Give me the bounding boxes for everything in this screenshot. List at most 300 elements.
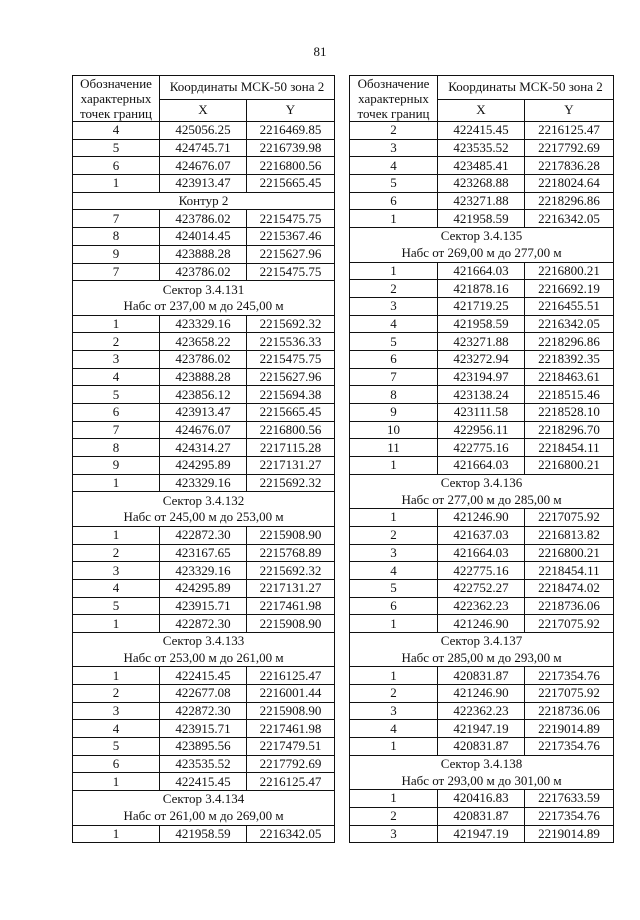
table-row (350, 192, 614, 210)
point-number-cell: 1 (73, 474, 160, 492)
point-number-cell: 4 (73, 122, 160, 140)
section-row (350, 755, 614, 772)
x-coordinate-cell: 421246.90 (438, 685, 525, 703)
y-coordinate-cell: 2216800.21 (525, 262, 614, 280)
point-header: Обозначение характерных точек границ (350, 76, 438, 122)
x-coordinate-cell: 420831.87 (438, 667, 525, 685)
point-number-cell: 1 (73, 175, 160, 193)
table-row (350, 457, 614, 475)
section-row (73, 298, 335, 315)
section-row (350, 474, 614, 491)
point-number-cell: 6 (350, 192, 438, 210)
y-coordinate-cell: 2218736.06 (525, 702, 614, 720)
point-number-cell: 10 (350, 421, 438, 439)
y-coordinate-cell: 2215908.90 (247, 702, 335, 720)
point-number-cell: 4 (73, 579, 160, 597)
section-subtitle: Набс от 261,00 м до 269,00 м (73, 808, 335, 825)
x-coordinate-cell: 421637.03 (438, 526, 525, 544)
x-coordinate-cell: 424014.45 (160, 228, 247, 246)
point-number-cell: 2 (73, 544, 160, 562)
x-coordinate-cell: 421947.19 (438, 825, 525, 843)
y-coordinate-cell: 2218296.70 (525, 421, 614, 439)
table-row (350, 280, 614, 298)
table-row (73, 245, 335, 263)
table-row (73, 685, 335, 703)
point-number-cell: 4 (73, 368, 160, 386)
point-number-cell: 4 (350, 562, 438, 580)
table-row (73, 386, 335, 404)
table-row (73, 773, 335, 791)
section-subtitle: Набс от 277,00 м до 285,00 м (350, 491, 614, 508)
x-coordinate-cell: 422775.16 (438, 562, 525, 580)
y-coordinate-cell: 2216001.44 (247, 685, 335, 703)
y-coordinate-cell: 2216125.47 (247, 667, 335, 685)
section-row (350, 491, 614, 508)
x-coordinate-cell: 423111.58 (438, 404, 525, 422)
y-coordinate-cell: 2217115.28 (247, 439, 335, 457)
point-number-cell: 6 (350, 350, 438, 368)
table-row (350, 720, 614, 738)
y-header: Y (525, 99, 614, 121)
point-number-cell: 5 (73, 139, 160, 157)
y-coordinate-cell: 2218474.02 (525, 579, 614, 597)
point-number-cell: 2 (350, 122, 438, 140)
x-coordinate-cell: 423913.47 (160, 175, 247, 193)
x-coordinate-cell: 421878.16 (438, 280, 525, 298)
section-title: Сектор 3.4.136 (350, 474, 614, 491)
x-coordinate-cell: 422415.45 (160, 667, 247, 685)
point-number-cell: 1 (350, 615, 438, 633)
point-number-cell: 11 (350, 439, 438, 457)
y-coordinate-cell: 2216692.19 (525, 280, 614, 298)
section-title: Сектор 3.4.137 (350, 632, 614, 649)
section-row (350, 632, 614, 649)
y-coordinate-cell: 2218454.11 (525, 439, 614, 457)
table-row (350, 685, 614, 703)
x-coordinate-cell: 423856.12 (160, 386, 247, 404)
x-coordinate-cell: 420831.87 (438, 738, 525, 756)
section-title: Сектор 3.4.138 (350, 755, 614, 772)
y-coordinate-cell: 2218515.46 (525, 386, 614, 404)
point-number-cell: 5 (73, 597, 160, 615)
y-coordinate-cell: 2215768.89 (247, 544, 335, 562)
point-number-cell: 1 (73, 773, 160, 791)
x-coordinate-cell: 423915.71 (160, 720, 247, 738)
table-row (73, 315, 335, 333)
table-row (73, 404, 335, 422)
y-coordinate-cell: 2216800.21 (525, 544, 614, 562)
section-subtitle: Набс от 253,00 м до 261,00 м (73, 650, 335, 667)
x-coordinate-cell: 424676.07 (160, 421, 247, 439)
table-row (350, 333, 614, 351)
x-coordinate-cell: 423194.97 (438, 368, 525, 386)
y-coordinate-cell: 2217792.69 (247, 755, 335, 773)
table-row (73, 579, 335, 597)
x-coordinate-cell: 422362.23 (438, 597, 525, 615)
x-coordinate-cell: 422362.23 (438, 702, 525, 720)
table-row (73, 738, 335, 756)
point-number-cell: 8 (350, 386, 438, 404)
table-row (73, 210, 335, 228)
y-coordinate-cell: 2215665.45 (247, 175, 335, 193)
point-number-cell: 4 (350, 720, 438, 738)
y-coordinate-cell: 2217792.69 (525, 139, 614, 157)
y-coordinate-cell: 2218024.64 (525, 175, 614, 193)
table-row (73, 474, 335, 492)
y-coordinate-cell: 2219014.89 (525, 825, 614, 843)
y-coordinate-cell: 2218392.35 (525, 350, 614, 368)
point-header: Обозначение характерных точек границ (73, 76, 160, 122)
x-coordinate-cell: 423329.16 (160, 315, 247, 333)
section-row (350, 245, 614, 262)
point-number-cell: 2 (350, 807, 438, 825)
table-row (73, 755, 335, 773)
y-coordinate-cell: 2217131.27 (247, 457, 335, 475)
x-coordinate-cell: 422775.16 (438, 439, 525, 457)
point-number-cell: 1 (350, 262, 438, 280)
table-row (73, 825, 335, 843)
y-coordinate-cell: 2217075.92 (525, 685, 614, 703)
point-number-cell: 3 (350, 297, 438, 315)
y-coordinate-cell: 2216800.56 (247, 157, 335, 175)
section-row (350, 228, 614, 245)
table-row (73, 720, 335, 738)
y-coordinate-cell: 2216739.98 (247, 139, 335, 157)
table-row (350, 526, 614, 544)
x-coordinate-cell: 421947.19 (438, 720, 525, 738)
point-number-cell: 5 (350, 333, 438, 351)
x-coordinate-cell: 424745.71 (160, 139, 247, 157)
table-row (350, 421, 614, 439)
y-coordinate-cell: 2218463.61 (525, 368, 614, 386)
point-number-cell: 7 (350, 368, 438, 386)
x-coordinate-cell: 423329.16 (160, 474, 247, 492)
y-coordinate-cell: 2215692.32 (247, 562, 335, 580)
table-row (73, 439, 335, 457)
section-row (73, 492, 335, 509)
point-number-cell: 5 (73, 738, 160, 756)
table-row (73, 263, 335, 281)
x-coordinate-cell: 423272.94 (438, 350, 525, 368)
table-row (350, 368, 614, 386)
y-header: Y (247, 99, 335, 121)
point-number-cell: 3 (350, 544, 438, 562)
y-coordinate-cell: 2215694.38 (247, 386, 335, 404)
x-coordinate-cell: 423888.28 (160, 368, 247, 386)
point-number-cell: 3 (73, 702, 160, 720)
table-row (73, 139, 335, 157)
point-number-cell: 1 (350, 210, 438, 228)
section-row (73, 808, 335, 825)
point-number-cell: 7 (73, 263, 160, 281)
section-row (73, 791, 335, 808)
y-coordinate-cell: 2217075.92 (525, 615, 614, 633)
point-number-cell: 1 (350, 738, 438, 756)
point-number-cell: 1 (350, 790, 438, 808)
y-coordinate-cell: 2216342.05 (525, 210, 614, 228)
y-coordinate-cell: 2215908.90 (247, 526, 335, 544)
y-coordinate-cell: 2219014.89 (525, 720, 614, 738)
x-coordinate-cell: 423895.56 (160, 738, 247, 756)
table-row (350, 562, 614, 580)
table-row (350, 825, 614, 843)
y-coordinate-cell: 2216342.05 (525, 315, 614, 333)
y-coordinate-cell: 2217461.98 (247, 597, 335, 615)
section-row (350, 650, 614, 667)
y-coordinate-cell: 2217131.27 (247, 579, 335, 597)
point-number-cell: 1 (73, 315, 160, 333)
table-row (350, 175, 614, 193)
y-coordinate-cell: 2217461.98 (247, 720, 335, 738)
x-coordinate-cell: 421958.59 (438, 210, 525, 228)
section-subtitle: Набс от 245,00 м до 253,00 м (73, 509, 335, 526)
x-coordinate-cell: 424295.89 (160, 579, 247, 597)
table-row (350, 122, 614, 140)
x-coordinate-cell: 421958.59 (160, 825, 247, 843)
y-coordinate-cell: 2217354.76 (525, 667, 614, 685)
x-coordinate-cell: 422677.08 (160, 685, 247, 703)
y-coordinate-cell: 2218736.06 (525, 597, 614, 615)
y-coordinate-cell: 2215536.33 (247, 333, 335, 351)
x-coordinate-cell: 423535.52 (160, 755, 247, 773)
point-number-cell: 1 (73, 526, 160, 544)
section-title: Сектор 3.4.134 (73, 791, 335, 808)
table-row (350, 807, 614, 825)
y-coordinate-cell: 2218296.86 (525, 333, 614, 351)
table-row (73, 526, 335, 544)
point-number-cell: 6 (73, 404, 160, 422)
point-number-cell: 7 (73, 421, 160, 439)
y-coordinate-cell: 2215475.75 (247, 350, 335, 368)
y-coordinate-cell: 2215908.90 (247, 615, 335, 633)
table-row (73, 122, 335, 140)
point-number-cell: 3 (350, 825, 438, 843)
table-row (73, 667, 335, 685)
x-header: X (438, 99, 525, 121)
table-row (73, 421, 335, 439)
coordinates-table-right (349, 75, 614, 843)
section-title: Сектор 3.4.133 (73, 632, 335, 649)
y-coordinate-cell: 2216800.21 (525, 457, 614, 475)
point-number-cell: 4 (350, 315, 438, 333)
coordinates-header: Координаты МСК-50 зона 2 (438, 76, 614, 100)
coordinates-table-left (72, 75, 335, 843)
section-row (73, 509, 335, 526)
x-coordinate-cell: 421246.90 (438, 615, 525, 633)
point-number-cell: 6 (350, 597, 438, 615)
table-row (73, 615, 335, 633)
y-coordinate-cell: 2216342.05 (247, 825, 335, 843)
point-number-cell: 1 (350, 667, 438, 685)
x-coordinate-cell: 424295.89 (160, 457, 247, 475)
table-row (73, 368, 335, 386)
x-coordinate-cell: 421664.03 (438, 262, 525, 280)
point-number-cell: 3 (73, 350, 160, 368)
table-row (350, 509, 614, 527)
section-row (73, 281, 335, 298)
x-coordinate-cell: 423786.02 (160, 210, 247, 228)
point-number-cell: 8 (73, 439, 160, 457)
point-number-cell: 2 (350, 526, 438, 544)
y-coordinate-cell: 2217633.59 (525, 790, 614, 808)
x-coordinate-cell: 423138.24 (438, 386, 525, 404)
y-coordinate-cell: 2217075.92 (525, 509, 614, 527)
point-number-cell: 1 (73, 615, 160, 633)
section-subtitle: Набс от 237,00 м до 245,00 м (73, 298, 335, 315)
table-row (350, 544, 614, 562)
x-coordinate-cell: 425056.25 (160, 122, 247, 140)
table-row (350, 579, 614, 597)
table-row (350, 350, 614, 368)
section-row (73, 650, 335, 667)
x-coordinate-cell: 424314.27 (160, 439, 247, 457)
table-row (73, 333, 335, 351)
table-row (350, 386, 614, 404)
x-coordinate-cell: 423786.02 (160, 350, 247, 368)
x-coordinate-cell: 421958.59 (438, 315, 525, 333)
table-row (73, 562, 335, 580)
point-number-cell: 6 (73, 755, 160, 773)
page-number: 81 (313, 44, 327, 59)
section-row (73, 192, 335, 210)
point-number-cell: 3 (350, 702, 438, 720)
table-row (350, 297, 614, 315)
point-number-cell: 2 (350, 685, 438, 703)
table-row (73, 350, 335, 368)
y-coordinate-cell: 2217354.76 (525, 738, 614, 756)
table-row (73, 457, 335, 475)
y-coordinate-cell: 2215367.46 (247, 228, 335, 246)
x-coordinate-cell: 422872.30 (160, 615, 247, 633)
table-row (350, 702, 614, 720)
x-coordinate-cell: 421664.03 (438, 544, 525, 562)
point-number-cell: 2 (350, 280, 438, 298)
point-number-cell: 6 (73, 157, 160, 175)
point-number-cell: 5 (73, 386, 160, 404)
y-coordinate-cell: 2215475.75 (247, 210, 335, 228)
x-coordinate-cell: 423658.22 (160, 333, 247, 351)
point-number-cell: 9 (73, 245, 160, 263)
point-number-cell: 2 (73, 685, 160, 703)
table-row (350, 262, 614, 280)
table-row (350, 615, 614, 633)
x-coordinate-cell: 423271.88 (438, 192, 525, 210)
y-coordinate-cell: 2216469.85 (247, 122, 335, 140)
x-coordinate-cell: 423268.88 (438, 175, 525, 193)
section-subtitle: Набс от 293,00 м до 301,00 м (350, 772, 614, 789)
x-coordinate-cell: 422872.30 (160, 702, 247, 720)
table-row (350, 790, 614, 808)
x-coordinate-cell: 423329.16 (160, 562, 247, 580)
point-number-cell: 2 (73, 333, 160, 351)
section-title: Контур 2 (73, 192, 335, 210)
y-coordinate-cell: 2215627.96 (247, 245, 335, 263)
x-coordinate-cell: 423271.88 (438, 333, 525, 351)
table-row (73, 597, 335, 615)
y-coordinate-cell: 2217354.76 (525, 807, 614, 825)
x-coordinate-cell: 422956.11 (438, 421, 525, 439)
point-number-cell: 9 (350, 404, 438, 422)
x-coordinate-cell: 420416.83 (438, 790, 525, 808)
x-coordinate-cell: 422415.45 (160, 773, 247, 791)
table-row (350, 667, 614, 685)
section-row (73, 632, 335, 649)
table-row (350, 439, 614, 457)
table-row (73, 544, 335, 562)
point-number-cell: 5 (350, 175, 438, 193)
table-row (350, 157, 614, 175)
x-coordinate-cell: 421664.03 (438, 457, 525, 475)
y-coordinate-cell: 2218454.11 (525, 562, 614, 580)
x-coordinate-cell: 423535.52 (438, 139, 525, 157)
y-coordinate-cell: 2215692.32 (247, 315, 335, 333)
coordinates-header: Координаты МСК-50 зона 2 (160, 76, 335, 100)
table-row (350, 210, 614, 228)
y-coordinate-cell: 2216455.51 (525, 297, 614, 315)
x-coordinate-cell: 420831.87 (438, 807, 525, 825)
table-row (73, 157, 335, 175)
y-coordinate-cell: 2216125.47 (247, 773, 335, 791)
x-coordinate-cell: 422872.30 (160, 526, 247, 544)
table-row (73, 175, 335, 193)
y-coordinate-cell: 2218296.86 (525, 192, 614, 210)
x-coordinate-cell: 423915.71 (160, 597, 247, 615)
section-subtitle: Набс от 269,00 м до 277,00 м (350, 245, 614, 262)
point-number-cell: 3 (73, 562, 160, 580)
section-row (350, 772, 614, 789)
point-number-cell: 1 (73, 825, 160, 843)
x-coordinate-cell: 422752.27 (438, 579, 525, 597)
point-number-cell: 1 (350, 457, 438, 475)
point-number-cell: 1 (73, 667, 160, 685)
y-coordinate-cell: 2216800.56 (247, 421, 335, 439)
table-row (350, 404, 614, 422)
x-coordinate-cell: 423167.65 (160, 544, 247, 562)
y-coordinate-cell: 2215665.45 (247, 404, 335, 422)
x-coordinate-cell: 424676.07 (160, 157, 247, 175)
y-coordinate-cell: 2216813.82 (525, 526, 614, 544)
table-row (350, 139, 614, 157)
point-number-cell: 9 (73, 457, 160, 475)
table-row (350, 597, 614, 615)
x-header: X (160, 99, 247, 121)
y-coordinate-cell: 2215627.96 (247, 368, 335, 386)
section-title: Сектор 3.4.132 (73, 492, 335, 509)
point-number-cell: 5 (350, 579, 438, 597)
y-coordinate-cell: 2217836.28 (525, 157, 614, 175)
point-number-cell: 3 (350, 139, 438, 157)
section-subtitle: Набс от 285,00 м до 293,00 м (350, 650, 614, 667)
point-number-cell: 4 (73, 720, 160, 738)
y-coordinate-cell: 2218528.10 (525, 404, 614, 422)
table-row (73, 702, 335, 720)
section-title: Сектор 3.4.131 (73, 281, 335, 298)
table-row (350, 738, 614, 756)
point-number-cell: 1 (350, 509, 438, 527)
point-number-cell: 8 (73, 228, 160, 246)
table-row (73, 228, 335, 246)
y-coordinate-cell: 2215475.75 (247, 263, 335, 281)
table-row (350, 315, 614, 333)
x-coordinate-cell: 422415.45 (438, 122, 525, 140)
x-coordinate-cell: 421719.25 (438, 297, 525, 315)
section-title: Сектор 3.4.135 (350, 228, 614, 245)
x-coordinate-cell: 421246.90 (438, 509, 525, 527)
y-coordinate-cell: 2217479.51 (247, 738, 335, 756)
point-number-cell: 7 (73, 210, 160, 228)
x-coordinate-cell: 423485.41 (438, 157, 525, 175)
x-coordinate-cell: 423913.47 (160, 404, 247, 422)
